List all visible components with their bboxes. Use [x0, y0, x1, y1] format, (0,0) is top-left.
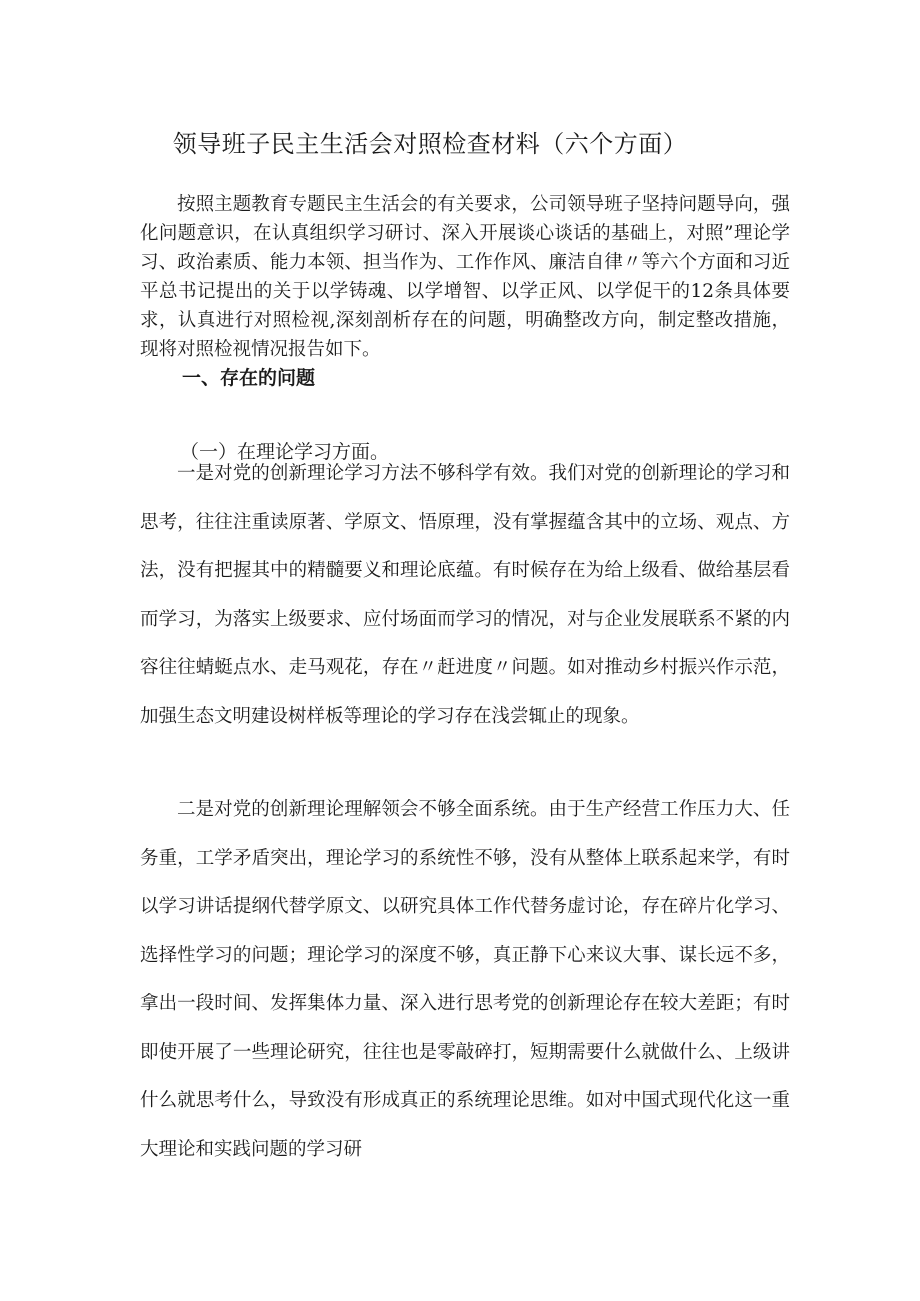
body-paragraph-1: 一是对党的创新理论学习方法不够科学有效。我们对党的创新理论的学习和思考，往往注重读原著、学原文、悟原理，没有掌握蕴含其中的立场、观点、方法，没有把握其中的精髓要义和理论底蕴。有时候存在为给上级看、做给基层看而学习，为落实上级要求、应付场面而学习的情况，对与企业发展联系不紧的内容往往蜻蜓点水、走马观花，存在〃赶进度〃问题。如对推动乡村振兴作示范，加强生态文明建设树样板等理论的学习存在浅尝辄止的现象。	[140, 463, 790, 727]
document-title: 领导班子民主生活会对照检查材料（六个方面）	[172, 130, 688, 158]
section-heading-problems: 一、存在的问题	[182, 367, 316, 389]
body-paragraph-2: 二是对党的创新理论理解领会不够全面系统。由于生产经营工作压力大、任务重，工学矛盾突出，理论学习的系统性不够，没有从整体上联系起来学，有时以学习讲话提纲代替学原文、以研究具体工作代替务虚讨论，存在碎片化学习、选择性学习的问题；理论学习的深度不够，真正静下心来议大事、谋长远不多，拿出一段时间、发挥集体力量、深入进行思考党的创新理论存在较大差距；有时即使开展了一些理论研究，往往也是零敲碎打，短期需要什么就做什么、上级讲什么就思考什么，导致没有形成真正的系统理论思维。如对中国式现代化这一重大理论和实践问题的学习研	[140, 799, 790, 1160]
subsection-heading-theory-study: （一）在理论学习方面。	[180, 441, 390, 463]
intro-paragraph: 按照主题教育专题民主生活会的有关要求，公司领导班子坚持问题导向，强化问题意识，在认真组织学习研讨、深入开展谈心谈话的基础上，对照”理论学习、政治素质、能力本领、担当作为、工作作风、廉洁自律〃等六个方面和习近平总书记提出的关于以学铸魂、以学增智、以学正风、以学促干的12条具体要求，认真进行对照检视,深刻剖析存在的问题，明确整改方向，制定整改措施，现将对照检视情况报告如下。	[140, 194, 790, 360]
